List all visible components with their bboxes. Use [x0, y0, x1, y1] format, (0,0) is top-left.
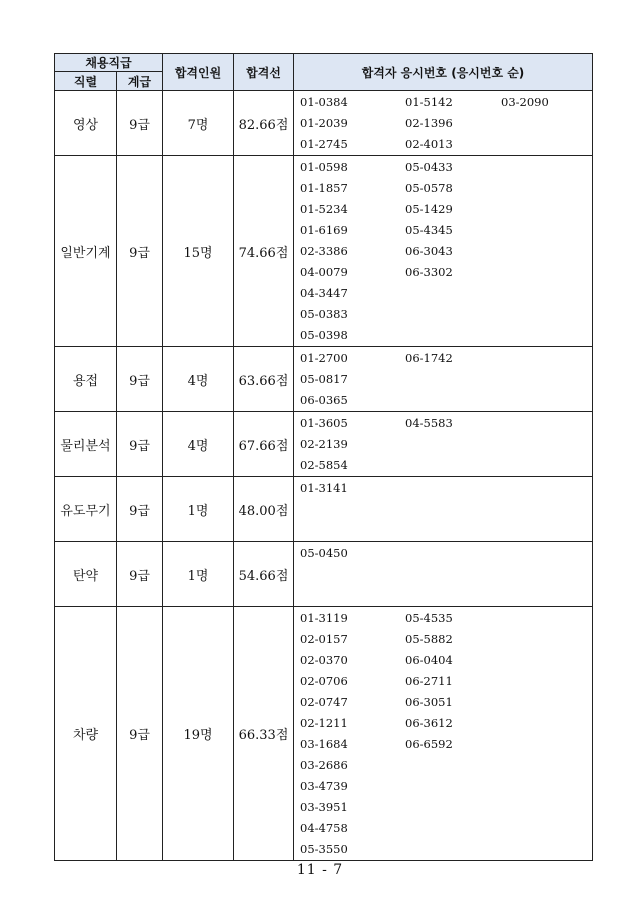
- table-row: [55, 542, 593, 607]
- applicant-id: 05-3550: [300, 842, 348, 856]
- applicant-id: 06-3612: [405, 716, 453, 730]
- applicant-id: [501, 434, 597, 455]
- applicant-id: 03-4739: [300, 779, 348, 793]
- applicant-id: [405, 564, 501, 585]
- job-series-cell: 유도무기: [55, 477, 117, 542]
- applicant-id: 02-5854: [300, 458, 348, 472]
- applicant-id: 06-2711: [405, 674, 453, 688]
- applicant-id: 04-0079: [300, 265, 348, 279]
- applicant-id: 02-1211: [300, 716, 348, 730]
- applicant-id: [501, 734, 597, 755]
- header-job-series: 직렬: [55, 72, 117, 91]
- applicant-ids-grid: [294, 348, 592, 411]
- applicant-id: 06-3051: [405, 695, 453, 709]
- applicant-id: [501, 629, 597, 650]
- applicant-id: [501, 369, 597, 390]
- applicant-id: 02-0370: [300, 653, 348, 667]
- job-series-cell: 물리분석: [55, 412, 117, 477]
- job-series-cell: 영상: [55, 91, 117, 156]
- applicant-id: [501, 797, 597, 818]
- applicant-id: [501, 543, 597, 564]
- applicant-id: [405, 369, 501, 390]
- applicant-id: [501, 199, 597, 220]
- applicant-id: [405, 776, 501, 797]
- applicant-id: [501, 348, 597, 369]
- applicant-id: 06-0365: [300, 393, 348, 407]
- applicant-id: 01-0598: [300, 160, 348, 174]
- applicant-id: 06-6592: [405, 737, 453, 751]
- applicant-id: [300, 520, 405, 541]
- applicant-id: [501, 520, 597, 541]
- applicant-id: [405, 499, 501, 520]
- applicant-id: [501, 390, 597, 411]
- pass-cutoff-cell: 67.66점: [234, 412, 294, 477]
- pass-count-cell: 15명: [163, 156, 234, 347]
- job-series-cell: 탄약: [55, 542, 117, 607]
- applicant-id: [300, 564, 405, 585]
- applicant-id: 01-3605: [300, 416, 348, 430]
- pass-cutoff-cell: 48.00점: [234, 477, 294, 542]
- applicant-id: [501, 413, 597, 434]
- applicant-id: 05-1429: [405, 202, 453, 216]
- page-number: 11 - 7: [296, 862, 344, 878]
- applicant-id: [501, 692, 597, 713]
- applicant-id: [405, 520, 501, 541]
- pass-count-cell: 4명: [163, 347, 234, 412]
- applicant-id: [501, 325, 597, 346]
- applicant-id: [501, 755, 597, 776]
- pass-count-cell: 1명: [163, 542, 234, 607]
- pass-count-cell: 1명: [163, 477, 234, 542]
- pass-count-cell: 19명: [163, 607, 234, 861]
- applicant-id: 05-0433: [405, 160, 453, 174]
- header-applicant-ids: 합격자 응시번호 (응시번호 순): [294, 54, 593, 91]
- applicant-id: 06-3302: [405, 265, 453, 279]
- applicant-ids-grid: [294, 413, 592, 476]
- applicant-id: [501, 134, 597, 155]
- applicant-id: [501, 304, 597, 325]
- header-recruit-grade: 채용직급: [55, 54, 163, 72]
- applicant-id: [300, 585, 405, 606]
- grade-cell: 9급: [117, 347, 163, 412]
- grade-cell: 9급: [117, 477, 163, 542]
- applicant-id: 01-2745: [300, 137, 348, 151]
- applicant-id: 01-5234: [300, 202, 348, 216]
- applicant-id: [501, 241, 597, 262]
- applicant-id: [501, 262, 597, 283]
- applicant-id: [501, 818, 597, 839]
- applicant-ids-cell: [294, 347, 593, 412]
- results-table: [54, 53, 593, 861]
- applicant-id: [405, 585, 501, 606]
- pass-cutoff-cell: 54.66점: [234, 542, 294, 607]
- applicant-id: 02-4013: [405, 137, 453, 151]
- grade-cell: 9급: [117, 91, 163, 156]
- applicant-id: [501, 455, 597, 476]
- applicant-id: [501, 671, 597, 692]
- applicant-ids-grid: [294, 157, 592, 346]
- applicant-id: 05-4535: [405, 611, 453, 625]
- results-body: [55, 91, 593, 861]
- applicant-id: 06-1742: [405, 351, 453, 365]
- applicant-id: [501, 585, 597, 606]
- header-grade: 계급: [117, 72, 163, 91]
- applicant-id: 05-0578: [405, 181, 453, 195]
- table-row: [55, 607, 593, 861]
- applicant-ids-cell: [294, 156, 593, 347]
- applicant-id: 01-0384: [300, 95, 348, 109]
- applicant-ids-grid: [294, 92, 592, 155]
- applicant-id: [405, 434, 501, 455]
- header-pass-count: 합격인원: [163, 54, 234, 91]
- applicant-id: 03-2090: [501, 95, 549, 109]
- applicant-id: 05-0817: [300, 372, 348, 386]
- applicant-id: 02-0706: [300, 674, 348, 688]
- applicant-id: [501, 776, 597, 797]
- applicant-id: [405, 755, 501, 776]
- grade-cell: 9급: [117, 542, 163, 607]
- applicant-id: 03-3951: [300, 800, 348, 814]
- applicant-id: 03-1684: [300, 737, 348, 751]
- applicant-id: [300, 499, 405, 520]
- table-row: [55, 91, 593, 156]
- applicant-id: 05-4345: [405, 223, 453, 237]
- applicant-id: 01-2039: [300, 116, 348, 130]
- job-series-cell: 일반기계: [55, 156, 117, 347]
- applicant-id: 01-2700: [300, 351, 348, 365]
- pass-count-cell: 7명: [163, 91, 234, 156]
- applicant-id: [405, 283, 501, 304]
- applicant-id: 04-5583: [405, 416, 453, 430]
- applicant-id: [405, 390, 501, 411]
- applicant-id: [405, 797, 501, 818]
- table-row: [55, 412, 593, 477]
- header-pass-cutoff: 합격선: [234, 54, 294, 91]
- applicant-id: [501, 499, 597, 520]
- applicant-ids-cell: [294, 412, 593, 477]
- applicant-id: 01-3141: [300, 481, 348, 495]
- grade-cell: 9급: [117, 156, 163, 347]
- applicant-ids-grid: [294, 543, 592, 606]
- applicant-id: 05-0450: [300, 546, 348, 560]
- applicant-id: [501, 113, 597, 134]
- applicant-id: 02-0157: [300, 632, 348, 646]
- applicant-id: [405, 839, 501, 860]
- applicant-id: [501, 220, 597, 241]
- applicant-id: [501, 157, 597, 178]
- applicant-id: [501, 283, 597, 304]
- applicant-id: [405, 325, 501, 346]
- applicant-id: [501, 713, 597, 734]
- applicant-id: 05-5882: [405, 632, 453, 646]
- applicant-id: [405, 543, 501, 564]
- applicant-ids-cell: [294, 542, 593, 607]
- applicant-id: [405, 304, 501, 325]
- applicant-id: 05-0398: [300, 328, 348, 342]
- applicant-id: [405, 455, 501, 476]
- applicant-id: 06-0404: [405, 653, 453, 667]
- pass-cutoff-cell: 63.66점: [234, 347, 294, 412]
- applicant-id: [501, 839, 597, 860]
- applicant-id: [501, 178, 597, 199]
- applicant-id: 03-2686: [300, 758, 348, 772]
- applicant-id: 01-6169: [300, 223, 348, 237]
- grade-cell: 9급: [117, 412, 163, 477]
- table-row: [55, 477, 593, 542]
- applicant-id: 01-1857: [300, 181, 348, 195]
- applicant-id: 01-5142: [405, 95, 453, 109]
- applicant-id: 04-4758: [300, 821, 348, 835]
- applicant-id: 05-0383: [300, 307, 348, 321]
- pass-cutoff-cell: 82.66점: [234, 91, 294, 156]
- applicant-id: 02-1396: [405, 116, 453, 130]
- job-series-cell: 용접: [55, 347, 117, 412]
- applicant-id: [501, 478, 597, 499]
- applicant-ids-cell: [294, 91, 593, 156]
- table-row: [55, 156, 593, 347]
- applicant-id: 02-3386: [300, 244, 348, 258]
- job-series-cell: 차량: [55, 607, 117, 861]
- applicant-ids-cell: [294, 607, 593, 861]
- applicant-id: 02-0747: [300, 695, 348, 709]
- applicant-id: 02-2139: [300, 437, 348, 451]
- applicant-id: [405, 818, 501, 839]
- applicant-id: [501, 650, 597, 671]
- applicant-id: 04-3447: [300, 286, 348, 300]
- pass-cutoff-cell: 74.66점: [234, 156, 294, 347]
- applicant-id: 01-3119: [300, 611, 348, 625]
- applicant-id: [405, 478, 501, 499]
- applicant-id: [501, 564, 597, 585]
- pass-cutoff-cell: 66.33점: [234, 607, 294, 861]
- grade-cell: 9급: [117, 607, 163, 861]
- applicant-ids-grid: [294, 608, 592, 860]
- applicant-id: 06-3043: [405, 244, 453, 258]
- applicant-ids-grid: [294, 478, 592, 541]
- pass-count-cell: 4명: [163, 412, 234, 477]
- applicant-ids-cell: [294, 477, 593, 542]
- applicant-id: [501, 608, 597, 629]
- table-row: [55, 347, 593, 412]
